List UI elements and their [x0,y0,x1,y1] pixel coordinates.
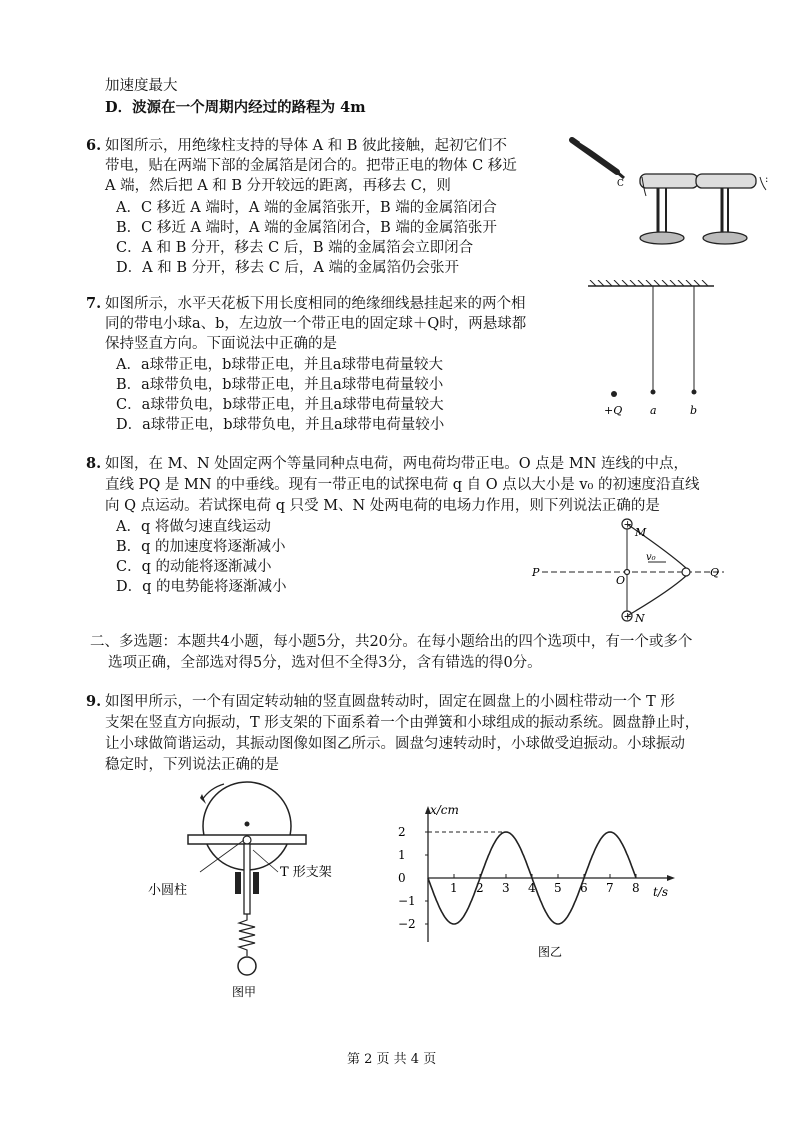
section2-heading-line1: 二、多选题：本题共4小题，每小题5分，共20分。在每小题给出的四个选项中，有一个或多个 [90,634,693,650]
q8-label-o: O [616,574,626,587]
q9-stem-line2: 支架在竖直方向振动，T 形支架的下面系着一个由弹簧和小球组成的振动系统。圆盘静止时， [105,715,700,731]
x-tick-label: 6 [580,881,588,895]
x-tick-label: 4 [528,881,536,895]
svg-text:+: + [623,519,632,531]
q8-stem-line1: 如图，在 M、N 处固定两个等量同种点电荷，两电荷均带正电。O 点是 MN 连线的中点， [105,456,688,472]
base-a [640,232,684,244]
svg-text::: : [765,174,769,185]
x-tick-label: 3 [502,881,510,895]
charged-rod-c [572,140,624,178]
y-tick-label: 2 [398,825,406,839]
q9-stem-line3: 让小球做简谐运动，其振动图像如图乙所示。圆盘匀速转动时，小球做受迫振动。小球振动 [105,736,685,752]
q6-label-c: C [617,179,624,189]
q7-label-b: b [690,404,698,417]
y-tick-label: 1 [398,848,406,862]
q7-option-b: B．a球带负电，b球带正电，并且a球带电荷量较小 [116,377,444,393]
small-cylinder [243,836,251,844]
q8-option-c: C．q 的动能将逐渐减小 [116,559,272,575]
q7-stem-line1: 如图所示，水平天花板下用长度相同的绝缘细线悬挂起来的两个相 [105,296,526,312]
x-tick-label: 5 [554,881,562,895]
page-footer: 第 2 页 共 4 页 [347,1052,437,1067]
q8-option-d: D．q 的电势能将逐渐减小 [116,579,287,595]
q9-figure-a [140,780,370,1000]
q8-label-m: M [635,526,647,539]
spring [239,914,255,956]
q7-stem-line3: 保持竖直方向。下面说法中正确的是 [105,336,337,352]
caption-fig-b: 图乙 [538,945,563,959]
x-tick-label: 8 [632,881,640,895]
x-axis-arrow [667,875,675,881]
conductor-b [696,174,756,188]
q6-option-c: C．A 和 B 分开，移去 C 后，B 端的金属箔会立即闭合 [116,240,474,256]
q7-hanging-balls-figure [586,280,716,420]
q8-number: 8. [86,455,102,472]
section2-heading-line2: 选项正确，全部选对得5分，选对但不全得3分，含有错选的得0分。 [108,655,542,671]
q7-option-a: A．a球带正电，b球带正电，并且a球带电荷量较大 [116,357,444,373]
q7-number: 7. [86,295,102,312]
ball-a [651,390,656,395]
y-tick-label: −1 [398,894,416,908]
q6-stem-line1: 如图所示，用绝缘柱支持的导体 A 和 B 彼此接触，起初它们不 [105,138,508,154]
y-tick-label: 0 [398,871,406,885]
x-tick-label: 1 [450,881,458,895]
ball [238,957,256,975]
q7-option-c: C．a球带负电，b球带正电，并且a球带电荷量较大 [116,397,444,413]
q6-conductor-figure [562,130,782,250]
test-charge-q [682,568,690,576]
q8-option-b: B．q 的加速度将逐渐减小 [116,539,286,555]
q8-stem-line3: 向 Q 点运动。若试探电荷 q 只受 M、N 处两电荷的电场力作用，则下列说法正确的是 [105,498,660,514]
q9-stem-line4: 稳定时，下列说法正确的是 [105,757,279,773]
disk-axis [245,822,250,827]
q7-stem-line2: 同的带电小球a、b，左边放一个带正电的固定球＋Q时，两悬球都 [105,316,527,332]
q9-figure-b-chart [388,784,708,964]
q6-option-a: A．C 移近 A 端时，A 端的金属箔张开，B 端的金属箔闭合 [116,200,497,216]
q8-label-p: P [532,566,540,579]
q6-option-d: D．A 和 B 分开，移去 C 后，A 端的金属箔仍会张开 [116,260,459,276]
q8-label-n: N [635,612,645,625]
point-o [625,570,630,575]
q7-label-q: +Q [604,404,623,417]
q8-label-v0: v₀ [646,552,656,563]
q5-option-d: D．波源在一个周期内经过的路程为 4m [105,99,366,116]
base-b [703,232,747,244]
q8-stem-line2: 直线 PQ 是 MN 的中垂线。现有一带正电的试探电荷 q 自 O 点以大小是 v₀ 的初速度沿直线 [105,477,700,493]
q8-charges-figure [528,512,738,627]
label-t-frame: T 形支架 [280,865,332,880]
q7-option-d: D．a球带正电，b球带负电，并且a球带电荷量较小 [116,417,445,433]
q9-stem-line1: 如图甲所示，一个有固定转动轴的竖直圆盘转动时，固定在圆盘上的小圆柱带动一个 T 形 [105,694,675,710]
q6-option-b: B．C 移近 A 端时，A 端的金属箔闭合，B 端的金属箔张开 [116,220,497,236]
x-tick-label: 7 [606,881,614,895]
q8-label-q: Q [710,566,720,579]
t-frame-stem [244,844,250,914]
ball-b [692,390,697,395]
q6-number: 6. [86,137,102,154]
x-axis-label: t/s [653,885,669,899]
conductor-a [640,174,698,188]
caption-fig-a: 图甲 [232,985,257,999]
x-tick-label: 2 [476,881,484,895]
label-small-cylinder: 小圆柱 [148,883,188,898]
q8-option-a: A．q 将做匀速直线运动 [116,519,271,535]
q9-number: 9. [86,693,102,710]
fixed-charge-q [611,391,617,397]
svg-text:+: + [623,611,632,623]
y-tick-label: −2 [398,917,416,931]
q7-label-a: a [650,404,657,417]
q6-stem-line3: A 端，然后把 A 和 B 分开较远的距离，再移去 C，则 [105,178,451,194]
q5-continuation: 加速度最大 [105,78,178,94]
q6-stem-line2: 带电，贴在两端下部的金属箔是闭合的。把带正电的物体 C 移近 [105,158,517,174]
y-axis-label: x/cm [430,803,459,817]
